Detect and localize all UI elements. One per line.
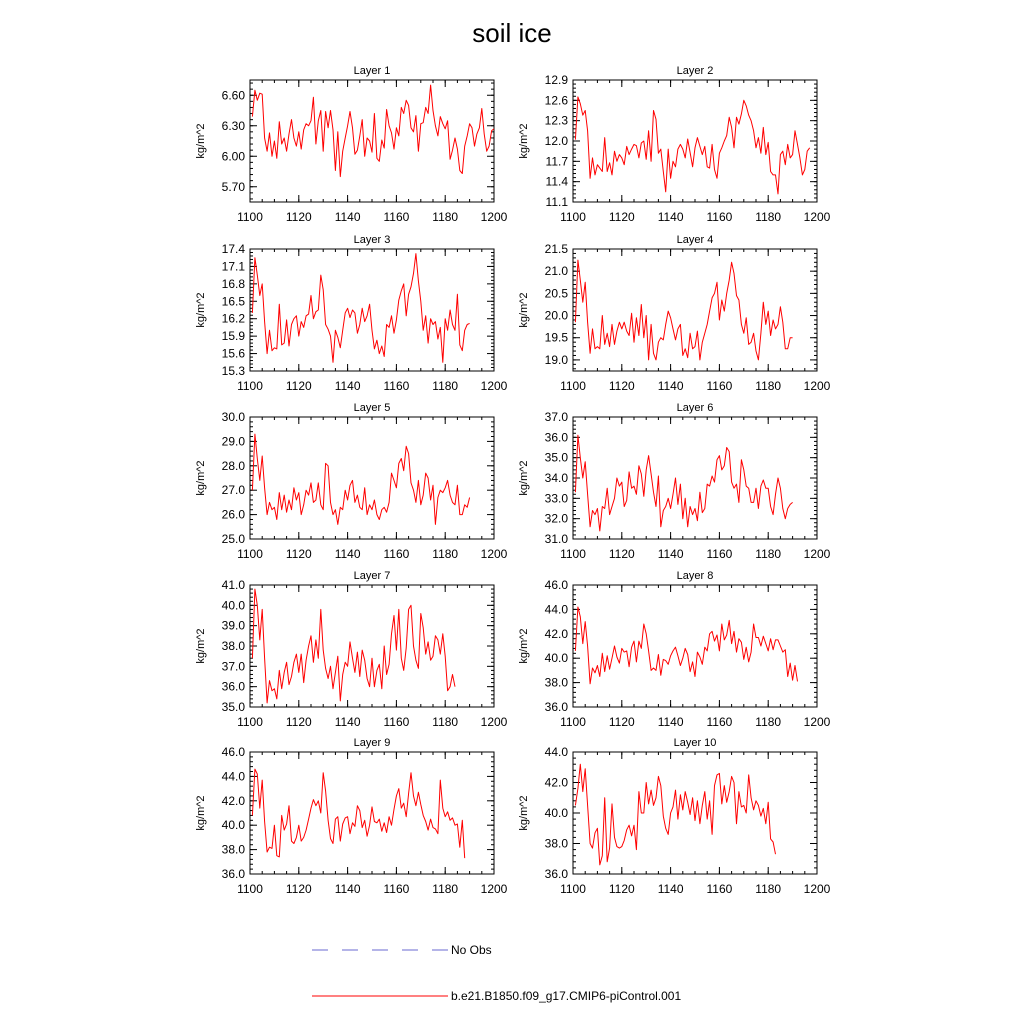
panel-1-ylabel: kg/m^2 — [195, 123, 207, 159]
panel-9-xtick-label: 1180 — [432, 882, 459, 896]
panel-3-ytick-label: 16.8 — [221, 276, 245, 291]
panel-10-xtick-label: 1100 — [560, 882, 586, 896]
panel-9-series-line — [252, 769, 464, 858]
panel-3 — [195, 234, 508, 393]
legend — [312, 943, 681, 1003]
panel-2-frame — [573, 80, 817, 202]
panel-2-ytick-label: 11.4 — [545, 174, 568, 189]
panel-7-xtick-label: 1160 — [383, 715, 410, 729]
panel-3-frame — [250, 249, 494, 371]
panel-7-title: Layer 7 — [353, 570, 391, 582]
panel-9-xtick-label: 1140 — [334, 882, 361, 896]
panel-8-ytick-label: 42.0 — [544, 626, 568, 641]
panel-8-ytick-label: 46.0 — [544, 578, 568, 592]
panel-3-ytick-label: 15.6 — [221, 346, 245, 361]
panel-1-xtick-label: 1160 — [383, 210, 410, 224]
panel-5-ytick-label: 26.0 — [221, 507, 245, 522]
panel-7-ytick-label: 35.0 — [221, 700, 245, 714]
panel-5-ylabel: kg/m^2 — [195, 460, 207, 496]
panel-4-ytick-label: 21.5 — [544, 242, 568, 256]
panel-5-ytick-label: 25.0 — [221, 532, 245, 546]
panel-1-series-line — [252, 85, 494, 177]
panel-9-ylabel: kg/m^2 — [195, 795, 207, 831]
panel-10-ytick-label: 36.0 — [544, 867, 568, 881]
panel-5-xtick-label: 1120 — [285, 547, 312, 561]
panel-2-xtick-label: 1180 — [755, 210, 782, 224]
panel-3-xtick-label: 1200 — [480, 379, 508, 393]
panel-5 — [195, 402, 508, 561]
panel-9-ytick-label: 42.0 — [221, 793, 245, 808]
panel-2-xtick-label: 1200 — [803, 210, 831, 224]
panel-9-ytick-label: 46.0 — [221, 745, 245, 759]
panel-5-series-line — [252, 434, 469, 524]
panel-6-ytick-label: 36.0 — [544, 430, 568, 445]
panel-10-xtick-label: 1160 — [706, 882, 733, 896]
panel-8-ytick-label: 38.0 — [544, 675, 568, 690]
panel-8-ylabel: kg/m^2 — [518, 628, 530, 664]
panel-2-ytick-label: 12.6 — [544, 93, 568, 108]
panel-4-ytick-label: 20.5 — [544, 286, 568, 301]
panel-4-ytick-label: 20.0 — [544, 308, 568, 323]
panels — [195, 65, 831, 896]
panel-6-xtick-label: 1120 — [608, 547, 635, 561]
panel-7-ytick-label: 39.0 — [221, 618, 245, 633]
panel-7-xtick-label: 1100 — [237, 715, 263, 729]
panel-2-xtick-label: 1140 — [657, 210, 684, 224]
panel-3-title: Layer 3 — [353, 234, 391, 246]
panel-4-xtick-label: 1100 — [560, 379, 586, 393]
panel-5-ytick-label: 28.0 — [221, 458, 245, 473]
panel-7-frame — [250, 585, 494, 707]
panel-3-xtick-label: 1120 — [285, 379, 312, 393]
panel-9-ytick-label: 38.0 — [221, 842, 245, 857]
panel-1-xtick-label: 1180 — [432, 210, 459, 224]
panel-9-xtick-label: 1100 — [237, 882, 263, 896]
panel-5-xtick-label: 1140 — [334, 547, 361, 561]
panel-10-ytick-label: 44.0 — [544, 745, 568, 759]
panel-7-ytick-label: 41.0 — [221, 578, 245, 592]
panel-2 — [518, 65, 831, 224]
panel-2-ylabel: kg/m^2 — [518, 123, 530, 159]
panel-6-ytick-label: 34.0 — [544, 471, 568, 485]
panel-5-title: Layer 5 — [353, 402, 391, 414]
panel-3-xtick-label: 1160 — [383, 379, 410, 393]
panel-4-xtick-label: 1180 — [755, 379, 782, 393]
panel-3-ytick-label: 16.5 — [221, 294, 245, 309]
panel-10-xtick-label: 1180 — [755, 882, 782, 896]
panel-6-title: Layer 6 — [676, 402, 714, 414]
panel-4-xtick-label: 1200 — [803, 379, 831, 393]
panel-3-xtick-label: 1180 — [432, 379, 459, 393]
panel-2-series-line — [575, 97, 809, 194]
panel-5-ytick-label: 29.0 — [221, 434, 245, 449]
panel-6-xtick-label: 1180 — [755, 547, 782, 561]
panel-7-xtick-label: 1120 — [285, 715, 312, 729]
panel-6-xtick-label: 1200 — [803, 547, 831, 561]
panel-2-ytick-label: 11.1 — [545, 195, 568, 209]
panel-5-xtick-label: 1100 — [237, 547, 263, 561]
figure-title: soil ice — [472, 18, 552, 48]
panel-3-ytick-label: 15.9 — [221, 329, 245, 344]
panel-8-title: Layer 8 — [676, 570, 714, 582]
panel-3-ytick-label: 17.1 — [221, 259, 245, 274]
panel-3-ytick-label: 15.3 — [221, 364, 245, 378]
panel-3-ytick-label: 17.4 — [221, 242, 245, 256]
panel-6-series-line — [575, 435, 792, 531]
panel-6-frame — [573, 417, 817, 539]
panel-2-xtick-label: 1120 — [608, 210, 635, 224]
panel-7-xtick-label: 1200 — [480, 715, 508, 729]
panel-1-ytick-label: 6.00 — [221, 149, 245, 164]
panel-4-xtick-label: 1120 — [608, 379, 635, 393]
panel-1-ytick-label: 6.30 — [221, 118, 245, 133]
panel-4 — [518, 234, 831, 393]
panel-7-series-line — [252, 589, 455, 703]
panel-6-ytick-label: 31.0 — [544, 532, 568, 546]
panel-9-xtick-label: 1200 — [480, 882, 508, 896]
panel-4-ylabel: kg/m^2 — [518, 292, 530, 328]
legend-label-model: b.e21.B1850.f09_g17.CMIP6-piControl.001 — [451, 989, 682, 1003]
panel-1-xtick-label: 1100 — [237, 210, 263, 224]
panel-7-ytick-label: 40.0 — [221, 598, 245, 613]
panel-1-ytick-label: 5.70 — [221, 179, 245, 194]
panel-1-frame — [250, 80, 494, 202]
panel-1-xtick-label: 1140 — [334, 210, 361, 224]
panel-8-xtick-label: 1120 — [608, 715, 635, 729]
panel-6-ylabel: kg/m^2 — [518, 460, 530, 496]
panel-4-xtick-label: 1140 — [657, 379, 684, 393]
panel-5-xtick-label: 1160 — [383, 547, 410, 561]
panel-5-frame — [250, 417, 494, 539]
panel-6 — [518, 402, 831, 561]
panel-10-xtick-label: 1200 — [803, 882, 831, 896]
panel-5-ytick-label: 30.0 — [221, 410, 245, 424]
panel-8-ytick-label: 40.0 — [544, 651, 568, 666]
panel-8-ytick-label: 36.0 — [544, 700, 568, 714]
panel-10-ylabel: kg/m^2 — [518, 795, 530, 831]
panel-6-xtick-label: 1160 — [706, 547, 733, 561]
panel-2-ytick-label: 11.7 — [545, 154, 568, 169]
panel-2-ytick-label: 12.9 — [544, 73, 568, 87]
panel-9-frame — [250, 752, 494, 874]
panel-9-xtick-label: 1160 — [383, 882, 410, 896]
panel-10-series-line — [575, 764, 775, 865]
panel-9-ytick-label: 40.0 — [221, 818, 245, 833]
panel-8-xtick-label: 1200 — [803, 715, 831, 729]
panel-3-series-line — [252, 254, 469, 363]
panel-6-ytick-label: 33.0 — [544, 491, 568, 506]
panel-8-xtick-label: 1160 — [706, 715, 733, 729]
panel-5-xtick-label: 1180 — [432, 547, 459, 561]
panel-3-ytick-label: 16.2 — [221, 311, 245, 326]
panel-4-xtick-label: 1160 — [706, 379, 733, 393]
panel-2-title: Layer 2 — [676, 65, 714, 77]
panel-6-xtick-label: 1100 — [560, 547, 586, 561]
panel-9-ytick-label: 36.0 — [221, 867, 245, 881]
panel-9-ytick-label: 44.0 — [221, 769, 245, 784]
panel-1 — [195, 65, 508, 224]
panel-9-title: Layer 9 — [353, 737, 391, 749]
panel-10-title: Layer 10 — [673, 737, 717, 749]
panel-3-xtick-label: 1140 — [334, 379, 361, 393]
panel-8-ytick-label: 44.0 — [544, 602, 568, 617]
panel-7-ytick-label: 38.0 — [221, 639, 245, 653]
panel-7-xtick-label: 1140 — [334, 715, 361, 729]
panel-10-ytick-label: 40.0 — [544, 806, 568, 820]
legend-label-no-obs: No Obs — [451, 943, 492, 957]
panel-8-xtick-label: 1140 — [657, 715, 684, 729]
panel-7-ylabel: kg/m^2 — [195, 628, 207, 664]
panel-4-ytick-label: 19.0 — [544, 352, 568, 367]
panel-10-ytick-label: 38.0 — [544, 836, 568, 851]
panel-8 — [518, 570, 831, 729]
panel-6-xtick-label: 1140 — [657, 547, 684, 561]
panel-2-xtick-label: 1160 — [706, 210, 733, 224]
panel-2-xtick-label: 1100 — [560, 210, 586, 224]
panel-4-series-line — [575, 260, 792, 360]
panel-3-ylabel: kg/m^2 — [195, 292, 207, 328]
panel-10 — [518, 737, 831, 896]
panel-5-xtick-label: 1200 — [480, 547, 508, 561]
panel-10-ytick-label: 42.0 — [544, 775, 568, 790]
panel-6-ytick-label: 37.0 — [544, 410, 568, 424]
panel-9-xtick-label: 1120 — [285, 882, 312, 896]
panel-6-ytick-label: 35.0 — [544, 450, 568, 465]
panel-4-ytick-label: 21.0 — [544, 264, 568, 279]
panel-2-ytick-label: 12.0 — [544, 134, 568, 148]
panel-4-title: Layer 4 — [676, 234, 714, 246]
panel-8-xtick-label: 1180 — [755, 715, 782, 729]
panel-3-xtick-label: 1100 — [237, 379, 263, 393]
panel-9 — [195, 737, 508, 896]
panel-10-xtick-label: 1140 — [657, 882, 684, 896]
panel-1-ytick-label: 6.60 — [221, 88, 245, 103]
panel-2-ytick-label: 12.3 — [544, 113, 568, 128]
panel-6-ytick-label: 32.0 — [544, 511, 568, 526]
panel-4-ytick-label: 19.5 — [544, 330, 568, 345]
panel-1-xtick-label: 1200 — [480, 210, 508, 224]
panel-1-xtick-label: 1120 — [285, 210, 312, 224]
panel-10-xtick-label: 1120 — [608, 882, 635, 896]
panel-7-ytick-label: 37.0 — [221, 659, 245, 674]
panel-10-frame — [573, 752, 817, 874]
panel-8-series-line — [575, 607, 797, 684]
panel-5-ytick-label: 27.0 — [221, 483, 245, 498]
panel-7-xtick-label: 1180 — [432, 715, 459, 729]
panel-1-title: Layer 1 — [353, 65, 391, 77]
panel-7 — [195, 570, 508, 729]
panel-7-ytick-label: 36.0 — [221, 679, 245, 694]
panel-8-xtick-label: 1100 — [560, 715, 586, 729]
